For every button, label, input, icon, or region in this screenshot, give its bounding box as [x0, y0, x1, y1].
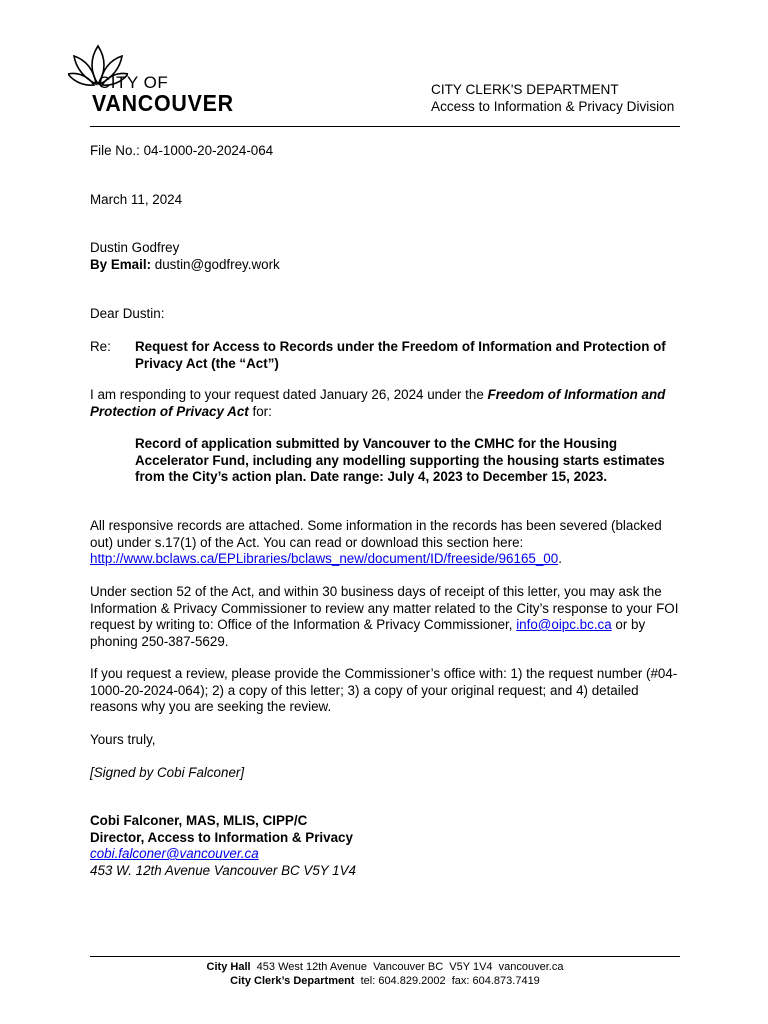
signature-block [90, 813, 680, 879]
footer-line-1 [90, 960, 680, 974]
email-label: By Email: [90, 256, 152, 272]
footer [90, 960, 680, 988]
subject-line [90, 339, 680, 373]
footer-city-hall-label: City Hall [206, 961, 251, 973]
paragraph-response [90, 387, 680, 420]
paragraph-review-rights [90, 584, 680, 650]
para3-after: or by phoning 250-387-5629. [90, 617, 646, 649]
paragraph-records [90, 518, 680, 568]
department-name: CITY CLERK'S DEPARTMENT [431, 82, 619, 97]
city-of-vancouver-logo [68, 44, 243, 116]
footer-dept-label: City Clerk’s Department [230, 975, 355, 987]
recipient-email: dustin@godfrey.work [154, 256, 280, 272]
para3-text: Under section 52 of the Act, and within 30 business days of receipt of this letter, you may ask the Information & Privacy Commissioner to review any matter related to the City’s response to your FOI request by writing to: Office of the Information & Privacy Commissioner, [90, 584, 679, 632]
para2-text: All responsive records are attached. Some information in the records has been severed (blacked out) under s.17(1) of the Act. You can read or download this section here: [90, 518, 662, 550]
para1-after: for: [248, 403, 272, 419]
logo-vancouver: VANCOUVER [92, 90, 234, 116]
header-divider [90, 126, 680, 127]
signatory-title: Director, Access to Information & Privacy [90, 829, 353, 845]
act-name: Freedom of Information and Protection of Privacy Act [90, 387, 666, 419]
footer-contact: tel: 604.829.2002 fax: 604.873.7419 [354, 975, 540, 987]
division-name: Access to Information & Privacy Division [431, 99, 675, 114]
para1-text: I am responding to your request dated January 26, 2024 under the [90, 387, 488, 402]
bclaws-link[interactable]: http://www.bclaws.ca/EPLibraries/bclaws_new/document/ID/freeside/96165_00 [90, 551, 559, 566]
letter-date: March 11, 2024 [90, 192, 183, 207]
logo-city-of: CITY OF [98, 73, 169, 92]
re-text: Request for Access to Records under the Freedom of Information and Protection of Privacy Act (the “Act”) [135, 339, 666, 371]
recipient-email-line [90, 257, 680, 274]
re-label: Re: [90, 339, 111, 354]
footer-line-2 [90, 974, 680, 988]
signatory-email-link[interactable]: cobi.falconer@vancouver.ca [90, 846, 259, 861]
signatory-address: 453 W. 12th Avenue Vancouver BC V5Y 1V4 [90, 862, 357, 878]
closing: Yours truly, [90, 732, 156, 747]
paragraph-review-instructions: If you request a review, please provide the Commissioner’s office with: 1) the request number (#04-1000-20-2024-064); 2) a copy of this letter; 3) a copy of your original request; and 4) detailed reasons why you are seeking the review. [90, 666, 678, 714]
oipc-email-link[interactable]: info@oipc.bc.ca [516, 617, 612, 632]
recipient-block [90, 240, 680, 273]
recipient-name: Dustin Godfrey [90, 240, 180, 255]
request-quote: Record of application submitted by Vancouver to the CMHC for the Housing Accelerator Fund, including any modelling supporting the housing starts estimates from the City’s action plan. Date range: July 4, 2023 to December 15, 2023. [135, 436, 665, 484]
file-number: File No.: 04-1000-20-2024-064 [90, 143, 274, 158]
signatory-name: Cobi Falconer, MAS, MLIS, CIPP/C [90, 813, 308, 828]
footer-address: 453 West 12th Avenue Vancouver BC V5Y 1V4 vancouver.ca [250, 961, 564, 973]
signed-note: [Signed by Cobi Falconer] [90, 765, 245, 780]
para2-after: . [558, 551, 562, 566]
salutation: Dear Dustin: [90, 306, 165, 321]
department-header [431, 81, 674, 115]
footer-divider [90, 956, 680, 957]
